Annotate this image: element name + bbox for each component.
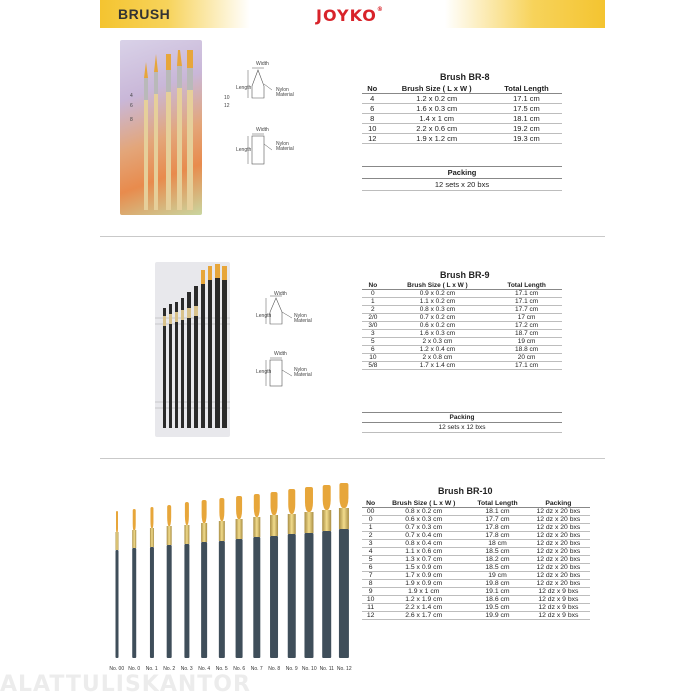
br8-cell: 18.1 cm <box>491 114 562 124</box>
header-band-right <box>445 0 605 28</box>
br10-cell: 12 dz x 9 bxs <box>527 596 590 604</box>
br9-cell: 0 <box>362 290 384 298</box>
br10-cell: 11 <box>362 604 379 612</box>
br10-brush <box>165 501 173 658</box>
br10-table-row <box>362 604 590 612</box>
brush-handle <box>253 537 260 658</box>
brush-handle <box>288 534 297 658</box>
br10-cell: 12 dz x 20 bxs <box>527 508 590 516</box>
br8-cell: 12 <box>362 134 383 144</box>
br9-cell: 17.1 cm <box>491 290 562 298</box>
brush-bristle <box>288 489 296 513</box>
br9-table-row <box>362 330 562 338</box>
br9-length-label-2: Length <box>256 369 272 375</box>
brush-handle <box>132 548 136 658</box>
br10-cell: 18 cm <box>468 540 527 548</box>
registered-mark: ® <box>376 6 384 13</box>
section-divider-2 <box>100 458 605 459</box>
br10-cell: 12 <box>362 612 379 620</box>
br10-cell: 7 <box>362 572 379 580</box>
br10-cell: 12 dz x 20 bxs <box>527 524 590 532</box>
br8-title: Brush BR-8 <box>440 72 490 82</box>
br10-cell: 9 <box>362 588 379 596</box>
brush-bristle <box>133 509 136 530</box>
br9-packing-value: 12 sets x 12 bxs <box>362 423 562 433</box>
br8-table <box>362 84 562 144</box>
br8-cell: 1.4 x 1 cm <box>383 114 491 124</box>
br10-brush-label: No. 9 <box>285 666 298 672</box>
br10-table-row <box>362 556 590 564</box>
br9-cell: 1.1 x 0.2 cm <box>384 298 491 306</box>
br9-cell: 18.8 cm <box>491 346 562 354</box>
br10-brush-label: No. 12 <box>336 666 352 672</box>
br10-cell: 17.8 cm <box>468 532 527 540</box>
br8-table-row <box>362 104 562 114</box>
br8-length-label: Length <box>236 85 252 91</box>
brush-ferrule <box>288 514 297 535</box>
br10-header-row <box>362 500 590 508</box>
brush-handle <box>322 531 332 658</box>
br10-brush-label: No. 1 <box>145 666 158 672</box>
br9-table-row <box>362 354 562 362</box>
br9-cell: 17.2 cm <box>491 322 562 330</box>
br9-cell: 17.7 cm <box>491 306 562 314</box>
brush-ferrule <box>253 517 260 537</box>
br10-table-row <box>362 524 590 532</box>
br8-table-row <box>362 124 562 134</box>
br9-cell: 5/8 <box>362 362 384 370</box>
br10-brush-label: No. 3 <box>180 666 193 672</box>
br10-cell: 3 <box>362 540 379 548</box>
br10-brush-label: No. 2 <box>163 666 176 672</box>
br8-label-12: 12 <box>224 103 230 109</box>
br9-cell: 10 <box>362 354 384 362</box>
br9-packing <box>362 412 562 433</box>
br8-material-label-2: Nylon Material <box>276 141 294 152</box>
br9-cell: 5 <box>362 338 384 346</box>
brush-bristle <box>219 498 224 521</box>
brush-ferrule <box>339 508 349 529</box>
br10-table-row <box>362 532 590 540</box>
br9-col-no: No <box>362 282 384 290</box>
br9-product-photo <box>155 262 230 437</box>
br10-cell: 1.9 x 1 cm <box>379 588 468 596</box>
br8-cell: 17.1 cm <box>491 94 562 104</box>
br10-table-row <box>362 540 590 548</box>
br9-table-row <box>362 298 562 306</box>
br9-brushes-illustration <box>155 262 230 437</box>
br10-cell: 2.2 x 1.4 cm <box>379 604 468 612</box>
br9-cell: 20 cm <box>491 354 562 362</box>
br10-cell: 18.5 cm <box>468 564 527 572</box>
br10-cell: 1.1 x 0.6 cm <box>379 548 468 556</box>
br9-col-size: Brush Size ( L x W ) <box>384 282 491 290</box>
brush-bristle <box>236 496 242 519</box>
br10-cell: 18.5 cm <box>468 548 527 556</box>
br10-cell: 12 dz x 9 bxs <box>527 604 590 612</box>
brush-handle <box>236 539 243 658</box>
br10-brush <box>218 495 226 658</box>
brush-handle <box>305 533 314 658</box>
brush-ferrule <box>201 523 207 542</box>
br10-cell: 0.8 x 0.2 cm <box>379 508 468 516</box>
br9-cell: 2 x 0.8 cm <box>384 354 491 362</box>
br10-cell: 1.2 x 1.9 cm <box>379 596 468 604</box>
br10-cell: 8 <box>362 580 379 588</box>
br9-material-label-2: Nylon Material <box>294 367 312 378</box>
br8-size-diagram <box>236 61 306 174</box>
br9-cell: 17.1 cm <box>491 298 562 306</box>
br9-cell: 0.7 x 0.2 cm <box>384 314 491 322</box>
br8-header-row <box>362 84 562 94</box>
br10-table-row <box>362 612 590 620</box>
br9-cell: 19 cm <box>491 338 562 346</box>
br10-brush-label: No. 7 <box>250 666 263 672</box>
br8-label-6: 6 <box>130 103 133 109</box>
section-divider <box>100 236 605 237</box>
br10-cell: 19.9 cm <box>468 612 527 620</box>
br9-cell: 6 <box>362 346 384 354</box>
br8-cell: 19.2 cm <box>491 124 562 134</box>
br10-brush <box>305 484 313 658</box>
br8-table-row <box>362 94 562 104</box>
br10-table-row <box>362 564 590 572</box>
br10-brush-label: No. 10 <box>301 666 317 672</box>
br9-table <box>362 282 562 370</box>
brush-bristle <box>271 492 278 516</box>
br8-packing-label: Packing <box>362 166 562 179</box>
br10-cell: 4 <box>362 548 379 556</box>
br9-cell: 2 x 0.3 cm <box>384 338 491 346</box>
br10-cell: 1.3 x 0.7 cm <box>379 556 468 564</box>
brush-handle <box>219 541 225 659</box>
br10-cell: 19.5 cm <box>468 604 527 612</box>
br9-width-label-2: Width <box>274 351 287 357</box>
br9-cell: 1 <box>362 298 384 306</box>
br8-col-no: No <box>362 84 383 94</box>
brush-ferrule <box>270 515 278 535</box>
brush-ferrule <box>184 525 189 544</box>
br8-cell: 8 <box>362 114 383 124</box>
br10-title: Brush BR-10 <box>438 486 493 496</box>
br10-cell: 12 dz x 9 bxs <box>527 612 590 620</box>
br10-brush <box>148 504 156 658</box>
br9-table-row <box>362 306 562 314</box>
br10-cell: 2 <box>362 532 379 540</box>
brush-ferrule <box>115 532 118 550</box>
br8-cell: 2.2 x 0.6 cm <box>383 124 491 134</box>
br10-cell: 12 dz x 20 bxs <box>527 580 590 588</box>
br10-cell: 1.9 x 0.9 cm <box>379 580 468 588</box>
brush-ferrule <box>236 519 243 539</box>
br10-cell: 17.7 cm <box>468 516 527 524</box>
br10-cell: 12 dz x 20 bxs <box>527 516 590 524</box>
br10-brush-label: No. 11 <box>319 666 334 672</box>
br8-width-label: Width <box>256 61 269 67</box>
br9-cell: 3 <box>362 330 384 338</box>
br10-col-length: Total Length <box>468 500 527 508</box>
brush-ferrule <box>167 526 172 545</box>
br10-brush-label: No. 8 <box>268 666 281 672</box>
br10-brush <box>270 488 278 658</box>
brand-name: JOYKO <box>316 6 377 25</box>
br10-table-row <box>362 516 590 524</box>
br10-cell: 12 dz x 20 bxs <box>527 540 590 548</box>
br9-title: Brush BR-9 <box>440 270 490 280</box>
br10-cell: 0.7 x 0.3 cm <box>379 524 468 532</box>
br8-label-8: 8 <box>130 117 133 123</box>
br9-cell: 18.7 cm <box>491 330 562 338</box>
br8-width-label-2: Width <box>256 127 269 133</box>
brush-bristle <box>254 494 260 517</box>
br10-brush-label: No. 6 <box>233 666 246 672</box>
brush-ferrule <box>322 510 332 531</box>
br8-cell: 6 <box>362 104 383 114</box>
br8-cell: 1.6 x 0.3 cm <box>383 104 491 114</box>
br10-cell: 19 cm <box>468 572 527 580</box>
br8-cell: 1.9 x 1.2 cm <box>383 134 491 144</box>
brush-ferrule <box>219 521 225 541</box>
br9-packing-label: Packing <box>362 412 562 423</box>
brush-handle <box>167 545 172 658</box>
br9-size-diagram <box>256 291 326 394</box>
br8-label-10: 10 <box>224 95 230 101</box>
br8-packing-value: 12 sets x 20 bxs <box>362 179 562 191</box>
br10-brush <box>183 499 191 658</box>
br10-cell: 0.6 x 0.3 cm <box>379 516 468 524</box>
br10-table <box>362 500 590 620</box>
br10-col-size: Brush Size ( L x W ) <box>379 500 468 508</box>
br9-cell: 2 <box>362 306 384 314</box>
br8-cell: 4 <box>362 94 383 104</box>
br10-cell: 12 dz x 20 bxs <box>527 564 590 572</box>
br10-table-row <box>362 588 590 596</box>
brush-bristle <box>116 511 118 532</box>
brush-handle <box>270 536 278 658</box>
br9-header-row <box>362 282 562 290</box>
br10-cell: 12 dz x 20 bxs <box>527 532 590 540</box>
section-title: BRUSH <box>118 6 171 22</box>
br10-cell: 18.6 cm <box>468 596 527 604</box>
brush-bristle <box>167 505 171 527</box>
brush-bristle <box>202 500 207 523</box>
br10-cell: 12 dz x 20 bxs <box>527 548 590 556</box>
br10-brush <box>200 497 208 658</box>
br10-brush <box>288 486 296 658</box>
br9-cell: 1.6 x 0.3 cm <box>384 330 491 338</box>
br9-cell: 17.1 cm <box>491 362 562 370</box>
brush-bristle <box>305 487 313 511</box>
br9-cell: 1.2 x 0.4 cm <box>384 346 491 354</box>
br10-brush-label: No. 5 <box>215 666 228 672</box>
br10-cell: 0 <box>362 516 379 524</box>
catalog-page <box>100 0 605 700</box>
br9-col-length: Total Length <box>491 282 562 290</box>
br8-cell: 10 <box>362 124 383 134</box>
br10-brush-lineup <box>108 478 353 678</box>
br10-cell: 12 dz x 20 bxs <box>527 572 590 580</box>
br9-table-row <box>362 338 562 346</box>
br8-material-label: Nylon Material <box>276 87 294 98</box>
br10-cell: 12 dz x 20 bxs <box>527 556 590 564</box>
br8-brushes-illustration <box>120 40 202 215</box>
br8-cell: 1.2 x 0.2 cm <box>383 94 491 104</box>
br8-col-size: Brush Size ( L x W ) <box>383 84 491 94</box>
br9-table-row <box>362 322 562 330</box>
br9-cell: 2/0 <box>362 314 384 322</box>
br10-brush <box>253 490 261 658</box>
br9-cell: 3/0 <box>362 322 384 330</box>
br8-col-length: Total Length <box>491 84 562 94</box>
br10-brush-label: No. 00 <box>109 666 125 672</box>
br10-cell: 1 <box>362 524 379 532</box>
br10-cell: 1.5 x 0.9 cm <box>379 564 468 572</box>
br9-cell: 0.8 x 0.3 cm <box>384 306 491 314</box>
br10-brush <box>235 493 243 658</box>
brush-handle <box>115 550 118 658</box>
brush-bristle <box>322 485 331 510</box>
br9-table-row <box>362 290 562 298</box>
br10-table-row <box>362 548 590 556</box>
br10-brush <box>323 482 331 658</box>
br9-material-label: Nylon Material <box>294 313 312 324</box>
br10-cell: 1.7 x 0.9 cm <box>379 572 468 580</box>
brush-handle <box>339 529 349 658</box>
br10-cell: 10 <box>362 596 379 604</box>
br8-length-label-2: Length <box>236 147 252 153</box>
watermark: ALATTULISKANTOR <box>0 672 251 697</box>
br9-cell: 0.9 x 0.2 cm <box>384 290 491 298</box>
br9-table-row <box>362 346 562 354</box>
br10-col-no: No <box>362 500 379 508</box>
br10-cell: 19.1 cm <box>468 588 527 596</box>
br8-cell: 17.5 cm <box>491 104 562 114</box>
br10-table-row <box>362 572 590 580</box>
br10-cell: 18.1 cm <box>468 508 527 516</box>
brush-ferrule <box>150 528 154 547</box>
br8-cell: 19.3 cm <box>491 134 562 144</box>
brush-bristle <box>340 483 349 508</box>
brush-handle <box>184 544 189 658</box>
br10-table-row <box>362 508 590 516</box>
br8-table-row <box>362 114 562 124</box>
br10-cell: 0.8 x 0.4 cm <box>379 540 468 548</box>
br10-table-row <box>362 580 590 588</box>
br10-cell: 19.8 cm <box>468 580 527 588</box>
brush-handle <box>150 547 154 658</box>
br9-cell: 17 cm <box>491 314 562 322</box>
br9-cell: 1.7 x 1.4 cm <box>384 362 491 370</box>
br10-brush <box>130 506 138 658</box>
br9-table-row <box>362 314 562 322</box>
br9-length-label: Length <box>256 313 272 319</box>
br10-table-row <box>362 596 590 604</box>
brush-bristle <box>185 502 189 524</box>
br9-cell: 0.6 x 0.2 cm <box>384 322 491 330</box>
brush-bristle <box>150 507 153 529</box>
br10-brush-label: No. 0 <box>128 666 141 672</box>
br10-cell: 00 <box>362 508 379 516</box>
br10-col-packing: Packing <box>527 500 590 508</box>
br10-cell: 18.2 cm <box>468 556 527 564</box>
br10-cell: 17.8 cm <box>468 524 527 532</box>
br10-cell: 12 dz x 9 bxs <box>527 588 590 596</box>
br8-packing <box>362 166 562 191</box>
brush-ferrule <box>305 512 314 533</box>
brush-ferrule <box>132 530 136 548</box>
br10-cell: 6 <box>362 564 379 572</box>
br10-cell: 5 <box>362 556 379 564</box>
br8-label-4: 4 <box>130 93 133 99</box>
br9-width-label: Width <box>274 291 287 297</box>
br9-table-row <box>362 362 562 370</box>
br10-brush-label: No. 4 <box>198 666 211 672</box>
br10-cell: 2.6 x 1.7 cm <box>379 612 468 620</box>
br10-cell: 0.7 x 0.4 cm <box>379 532 468 540</box>
br10-brush <box>340 479 348 658</box>
brand-logo <box>316 6 384 25</box>
brush-handle <box>201 542 207 658</box>
br8-table-row <box>362 134 562 144</box>
br10-brush <box>113 508 121 658</box>
br8-product-photo <box>120 40 202 215</box>
